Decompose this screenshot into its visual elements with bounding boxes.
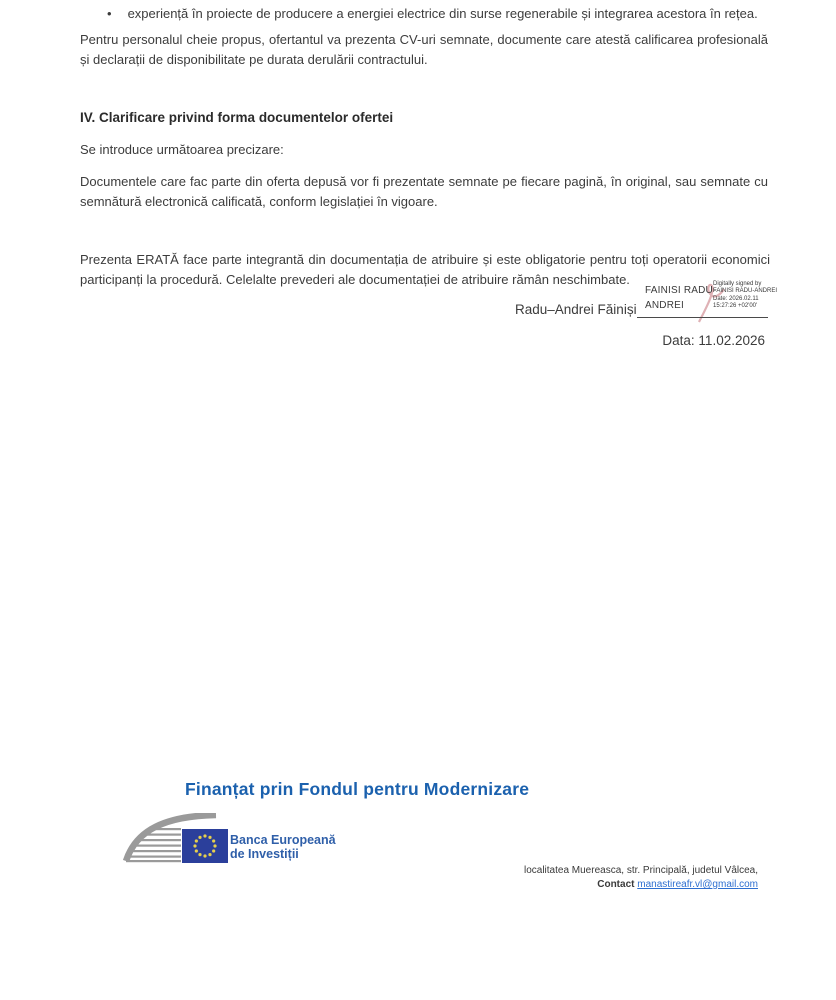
eib-logo: [123, 813, 338, 869]
paragraph-intro: Se introduce următoarea precizare:: [80, 142, 284, 157]
footer-address: localitatea Muereasca, str. Principală, judetul Vâlcea,: [523, 865, 758, 876]
eib-logo-text: [230, 834, 336, 861]
footer-contact-line: [400, 878, 758, 892]
stamp-details: [713, 281, 777, 310]
bullet-marker: •: [107, 6, 112, 21]
bullet-item: [107, 4, 807, 24]
funding-heading: Finanțat prin Fondul pentru Modernizare: [185, 779, 530, 799]
stamp-details-line1: Digitally signed by: [713, 281, 762, 287]
bullet-text: experiență în proiecte de producere a energiei electrice din surse regenerabile și integrarea acestora în rețea.: [127, 6, 758, 21]
eu-flag-icon: [182, 829, 228, 863]
contact-email-link[interactable]: manastireafr.vl@gmail.com: [637, 879, 758, 890]
stamp-signer-name: [645, 284, 717, 313]
footer-contact-label: Contact: [597, 879, 635, 890]
stamp-details-line4: 15:27:26 +02'00': [713, 302, 758, 309]
date-line: Data: 11.02.2026: [662, 333, 765, 348]
stamp-details-line2: FAINISI RADU-ANDREI: [713, 288, 778, 295]
footer-contact: [400, 864, 758, 892]
paragraph-personnel: Pentru personalul cheie propus, ofertantul va prezenta CV-uri semnate, documente care atestă calificarea profesională și declarații de disponibilitate pe durata derulării contractului.: [80, 32, 768, 67]
eib-name-line2: de Investiții: [230, 846, 299, 861]
signature-line: [637, 317, 768, 318]
paragraph-documents: Documentele care fac parte din oferta depusă vor fi prezentate semnate pe fiecare pagină, în original, sau semnate cu semnătură electronică calificată, conform legislației în vigoare.: [80, 174, 768, 209]
stamp-name-line1: FAINISI RADU-: [645, 285, 717, 296]
signer-name: Radu–Andrei Făiniși: [515, 302, 637, 317]
eib-name-line1: Banca Europeană: [230, 833, 336, 847]
stamp-name-line2: ANDREI: [645, 299, 684, 311]
stamp-details-line3: Date: 2026.02.11: [713, 295, 759, 302]
paragraph-errata: Prezenta ERATĂ face parte integrantă din documentația de atribuire și este obligatorie pentru toți operatorii economici participanți la procedură. Celelalte prevederi ale documentației de atribuire rămân neschimbate.: [80, 252, 770, 287]
section-heading: IV. Clarificare privind forma documentelor ofertei: [80, 110, 394, 125]
